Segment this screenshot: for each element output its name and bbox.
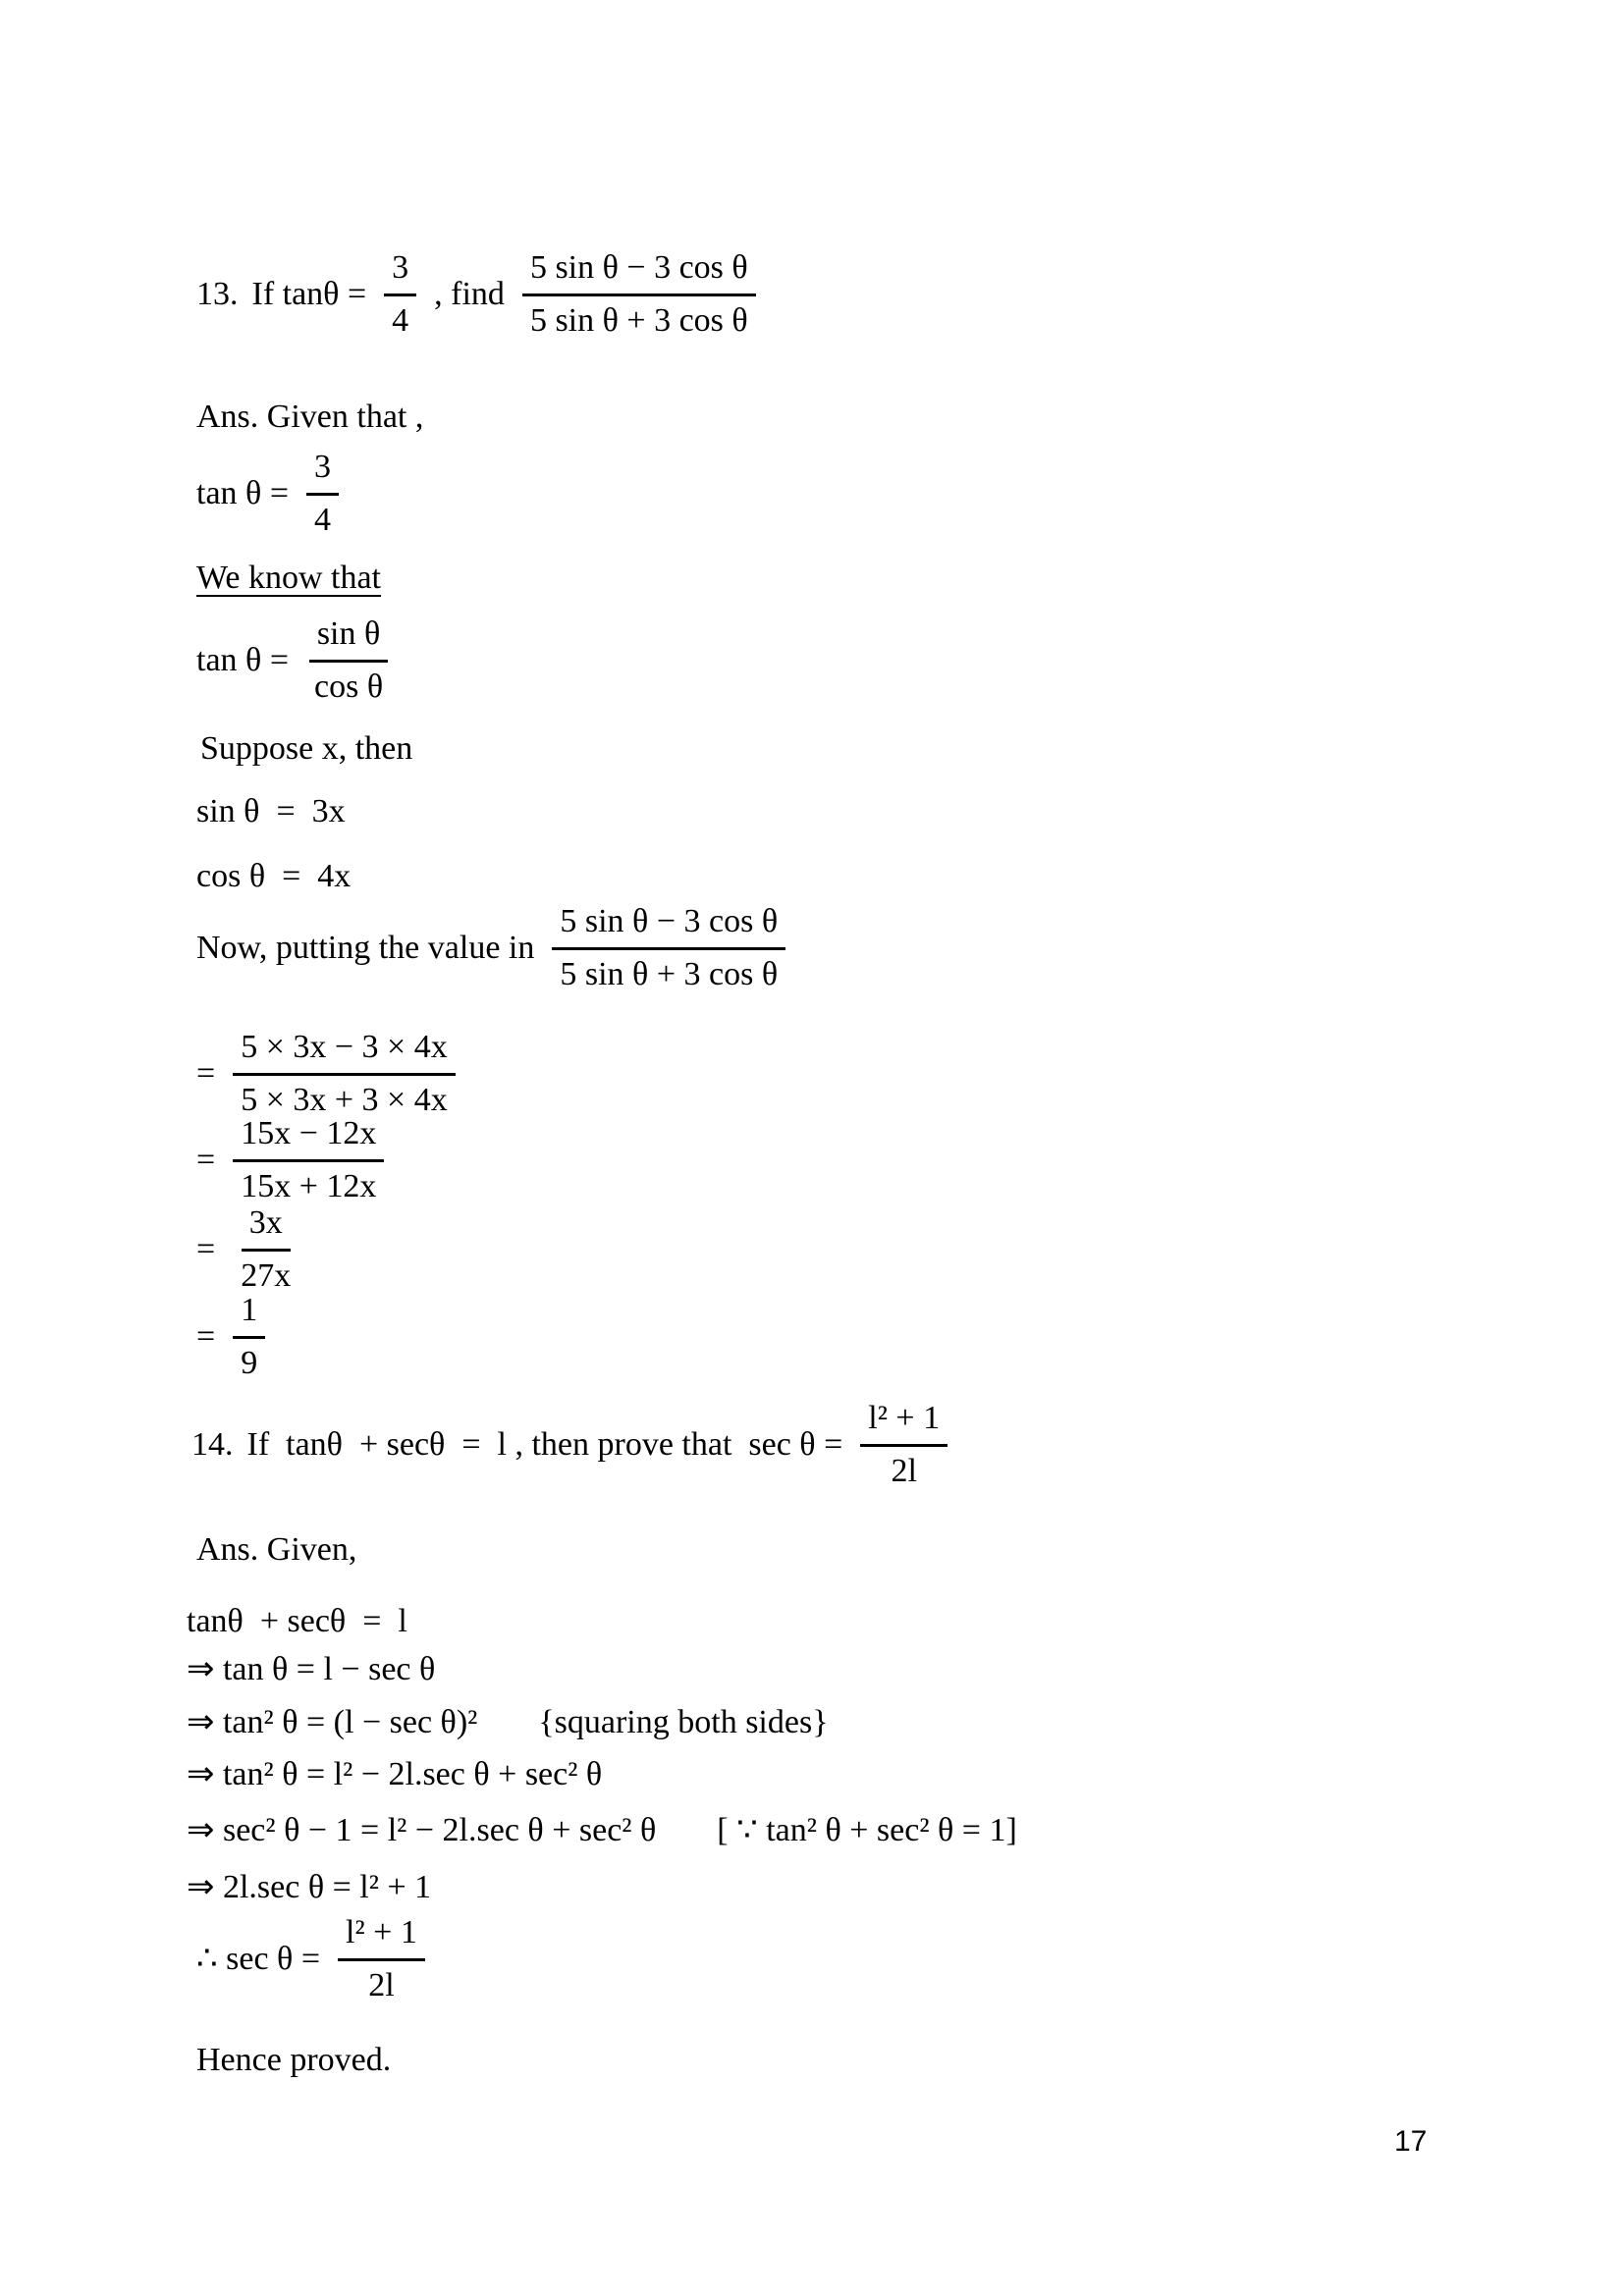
denominator: 5 sin θ + 3 cos θ <box>560 955 779 992</box>
squaring-note: {squaring both sides} <box>538 1704 829 1740</box>
proof-line-4 <box>187 1754 602 1796</box>
numerator: 3x <box>242 1202 291 1252</box>
denominator: 5 × 3x + 3 × 4x <box>241 1081 448 1118</box>
equation-text: ⇒ 2l.sec θ = l² + 1 <box>187 1869 432 1905</box>
equals-sign: = <box>196 1230 216 1267</box>
numerator: sin θ <box>309 614 388 663</box>
equation-text: ⇒ tan² θ = l² − 2l.sec θ + sec² θ <box>187 1756 603 1792</box>
question-13-text-find: , find <box>434 275 505 312</box>
question-14-heading <box>191 1398 951 1492</box>
question-13-text: If tanθ = <box>251 275 367 312</box>
we-know-that-text: We know that <box>196 560 381 596</box>
proof-line-3 <box>187 1702 829 1744</box>
suppose-line <box>200 728 412 771</box>
equation-text: ⇒ tan² θ = (l − sec θ)² <box>187 1704 478 1740</box>
denominator: 27x <box>241 1256 292 1294</box>
equation-lhs: tan θ = <box>196 641 289 678</box>
conclusion-equation <box>196 1912 429 2006</box>
fraction-step <box>233 1027 456 1121</box>
question-13-number: 13. <box>196 275 239 312</box>
hence-proved-line <box>196 2040 391 2082</box>
fraction-sin-cos <box>306 614 391 708</box>
fraction-expression <box>552 901 785 995</box>
calculation-step-4 <box>196 1290 269 1384</box>
we-know-that-heading <box>196 558 381 600</box>
hence-proved-text: Hence proved. <box>196 2042 392 2078</box>
proof-line-2 <box>187 1649 435 1691</box>
sin-equation <box>196 791 346 833</box>
calculation-step-3 <box>196 1202 302 1297</box>
page-number: 17 <box>1394 2125 1428 2158</box>
equation-lhs: ∴ sec θ = <box>196 1940 321 1977</box>
numerator: 5 sin θ − 3 cos θ <box>552 901 785 950</box>
denominator: 2l <box>891 1452 917 1489</box>
denominator: 2l <box>368 1966 395 2003</box>
answer-intro-text: Ans. Given that , <box>196 399 424 435</box>
numerator: l² + 1 <box>338 1912 425 1961</box>
proof-line-1 <box>187 1601 407 1643</box>
numerator: l² + 1 <box>860 1398 947 1447</box>
denominator: 5 sin θ + 3 cos θ <box>529 301 748 339</box>
answer-intro-text: Ans. Given, <box>196 1531 357 1568</box>
fraction-l-squared <box>860 1398 947 1492</box>
fraction-three-fourths <box>306 447 339 541</box>
equation-text: cos θ = 4x <box>196 858 352 894</box>
numerator: 3 <box>306 447 339 496</box>
now-putting-line <box>196 901 789 995</box>
denominator: 4 <box>314 501 331 538</box>
equals-sign: = <box>196 1054 216 1092</box>
proof-line-5 <box>187 1810 1017 1852</box>
equation-text: ⇒ tan θ = l − sec θ <box>187 1651 436 1687</box>
denominator: 9 <box>241 1344 258 1381</box>
equation-text: sin θ = 3x <box>196 793 346 829</box>
fraction-l-squared <box>338 1912 425 2006</box>
denominator: cos θ <box>314 667 384 705</box>
fraction-expression <box>522 247 756 342</box>
fraction-step <box>233 1113 384 1207</box>
fraction-step <box>233 1290 265 1384</box>
given-equation <box>196 447 343 541</box>
question-14-number: 14. <box>191 1425 234 1463</box>
numerator: 15x − 12x <box>233 1113 384 1162</box>
fraction-three-fourths <box>384 247 416 342</box>
identity-note: [ ∵ tan² θ + sec² θ = 1] <box>717 1812 1017 1848</box>
equation-text: tanθ + secθ = l <box>187 1603 407 1639</box>
cos-equation <box>196 856 351 898</box>
calculation-step-1 <box>196 1027 460 1121</box>
denominator: 4 <box>392 301 409 339</box>
numerator: 3 <box>384 247 416 296</box>
calculation-step-2 <box>196 1113 388 1207</box>
numerator: 1 <box>233 1290 265 1339</box>
numerator: 5 sin θ − 3 cos θ <box>522 247 756 296</box>
tan-identity-equation <box>196 614 395 708</box>
suppose-text: Suppose x, then <box>200 730 413 767</box>
now-putting-text: Now, putting the value in <box>196 929 535 966</box>
equation-lhs: tan θ = <box>196 474 289 511</box>
equals-sign: = <box>196 1317 216 1355</box>
proof-line-6 <box>187 1867 431 1909</box>
equation-text: ⇒ sec² θ − 1 = l² − 2l.sec θ + sec² θ <box>187 1812 657 1848</box>
question-13-heading <box>196 247 760 342</box>
numerator: 5 × 3x − 3 × 4x <box>233 1027 456 1076</box>
answer-14-intro <box>196 1529 356 1572</box>
question-14-text: If tanθ + secθ = l , then prove that sec θ = <box>246 1425 843 1463</box>
equals-sign: = <box>196 1141 216 1178</box>
denominator: 15x + 12x <box>241 1167 377 1204</box>
answer-13-intro <box>196 397 423 439</box>
fraction-step <box>233 1202 298 1297</box>
